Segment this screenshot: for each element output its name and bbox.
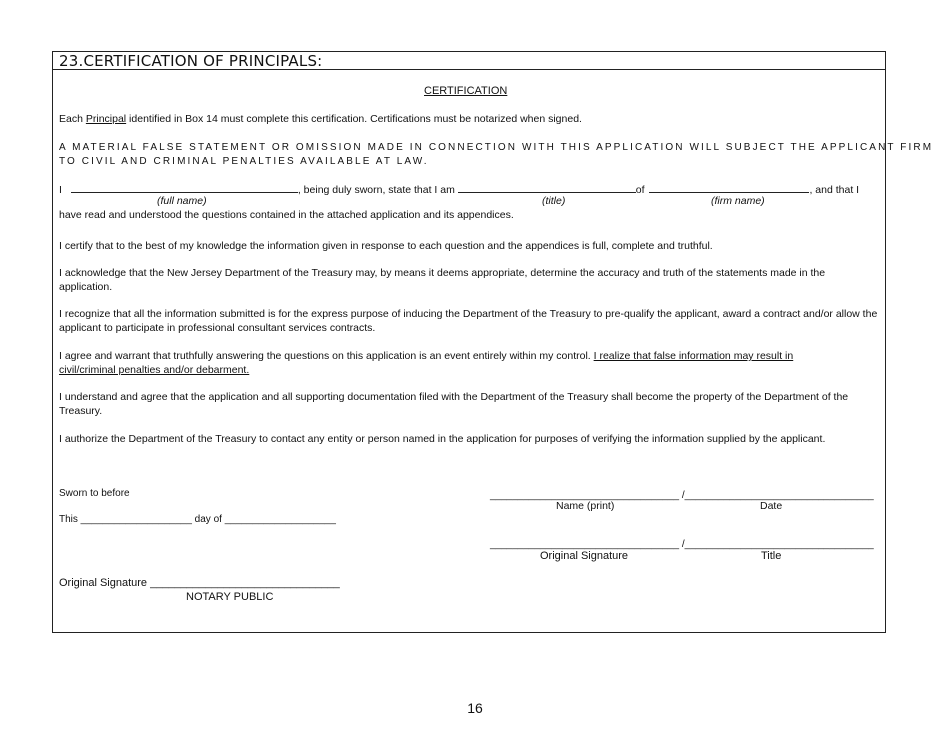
- principal-word: Principal: [85, 113, 127, 125]
- intro-part2: identified in Box 14 must complete this certification. Certifications must be notarized when signed.: [126, 113, 582, 125]
- intro-part1: Each: [59, 113, 86, 125]
- section-title: 23.CERTIFICATION OF PRINCIPALS:: [53, 52, 885, 70]
- this-day-of-line[interactable]: This ____________________ day of ____________________: [59, 514, 336, 525]
- title-field[interactable]: [458, 182, 636, 193]
- page-number: 16: [467, 700, 483, 716]
- original-signature-label: Original Signature: [540, 550, 629, 562]
- paragraph-certify: I certify that to the best of my knowledge the information given in response to each question and the appendices is full, complete and truthful.: [59, 240, 713, 252]
- oath-sworn-text: , being duly sworn, state that I am: [297, 184, 455, 196]
- firm-name-field[interactable]: [649, 182, 809, 193]
- intro-text: [59, 113, 582, 126]
- paragraph-agree: [59, 349, 849, 377]
- oath-and-that: , and that I: [809, 184, 860, 196]
- warning-line-2: TO CIVIL AND CRIMINAL PENALTIES AVAILABLE AT LAW.: [59, 156, 429, 167]
- paragraph-authorize: I authorize the Department of the Treasury to contact any entity or person named in the application for purposes of verifying the information supplied by the applicant.: [59, 433, 826, 445]
- label-title: (title): [542, 195, 566, 207]
- oath-of: of: [635, 184, 645, 196]
- oath-continuation: have read and understood the questions contained in the attached application and its appendices.: [59, 209, 514, 221]
- notary-public-label: NOTARY PUBLIC: [186, 591, 274, 603]
- title-label: Title: [761, 550, 782, 562]
- warning-line-1: A MATERIAL FALSE STATEMENT OR OMISSION MADE IN CONNECTION WITH THIS APPLICATION WILL SUBJECT THE APPLICANT FIRM: [59, 142, 934, 153]
- signature-title-line[interactable]: __________________________________ /__________________________________: [490, 539, 874, 550]
- certification-heading: CERTIFICATION: [424, 85, 508, 97]
- paragraph-agree-underlined: I realize that false information may result in civil/criminal penalties and/or debarment.: [59, 350, 794, 376]
- date-label: Date: [760, 500, 783, 512]
- paragraph-recognize: I recognize that all the information submitted is for the express purpose of inducing the Department of the Treasury to pre-qualify the applicant, award a contract and/or allow the applicant to participate in professional consultant services contracts.: [59, 308, 878, 334]
- name-print-label: Name (print): [556, 500, 615, 512]
- label-full-name: (full name): [157, 195, 207, 207]
- label-firm-name: (firm name): [711, 195, 765, 207]
- certification-form: [52, 51, 934, 633]
- full-name-field[interactable]: [71, 182, 298, 193]
- paragraph-agree-text: I agree and warrant that truthfully answering the questions on this application is an event entirely within my control.: [59, 350, 594, 362]
- notary-original-signature[interactable]: Original Signature _______________________________: [59, 577, 340, 589]
- oath-i: I: [59, 184, 62, 196]
- paragraph-understand: I understand and agree that the application and all supporting documentation filed with the Department of the Treasury shall become the property of the Department of the Treasury.: [59, 391, 849, 417]
- name-date-line[interactable]: __________________________________ /__________________________________: [490, 490, 874, 501]
- sworn-to-before: Sworn to before: [59, 488, 130, 499]
- paragraph-acknowledge: I acknowledge that the New Jersey Department of the Treasury may, by means it deems appropriate, determine the accuracy and truth of the statements made in the application.: [59, 267, 826, 293]
